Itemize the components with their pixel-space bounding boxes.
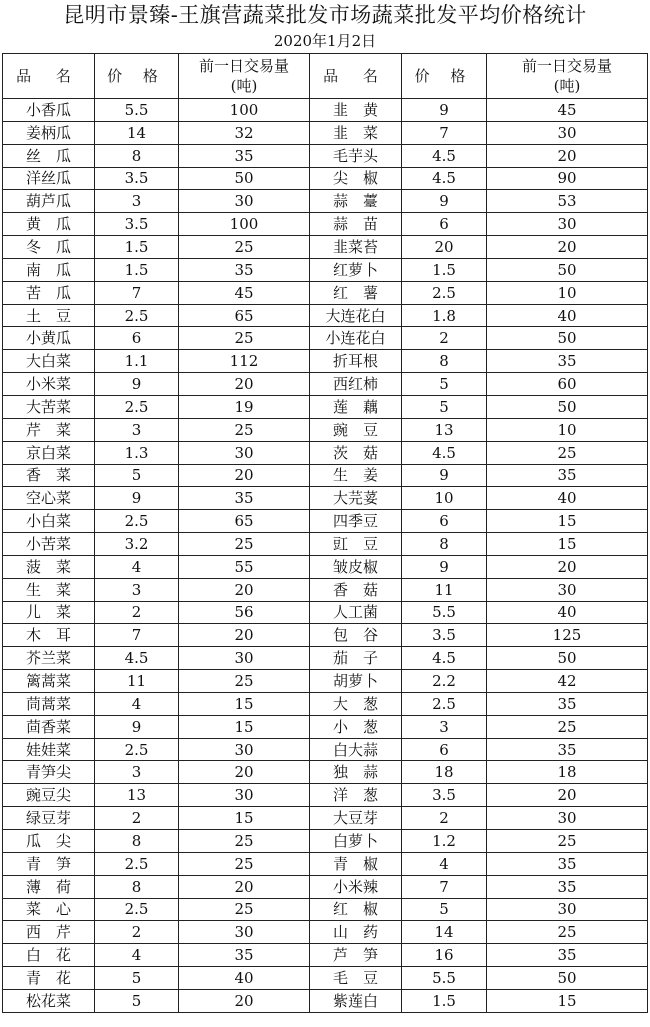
vegetable-name-left: 芹 菜 (3, 418, 95, 441)
volume-left: 35 (179, 487, 310, 510)
vegetable-name-right: 毛芋头 (310, 144, 402, 167)
vegetable-name-right: 红 椒 (310, 898, 402, 921)
vegetable-name-right: 西红柿 (310, 373, 402, 396)
vegetable-name-left: 绿豆芽 (3, 807, 95, 830)
vegetable-name-right: 白大蒜 (310, 738, 402, 761)
vegetable-name-left: 葫芦瓜 (3, 190, 95, 213)
volume-right: 53 (487, 190, 648, 213)
volume-left: 25 (179, 327, 310, 350)
vegetable-name-left: 香 菜 (3, 464, 95, 487)
price-left: 8 (95, 830, 179, 853)
table-row (3, 921, 648, 944)
price-left: 3 (95, 578, 179, 601)
volume-right: 18 (487, 761, 648, 784)
volume-right: 30 (487, 807, 648, 830)
price-left: 3.5 (95, 167, 179, 190)
volume-right: 40 (487, 487, 648, 510)
vegetable-name-left: 茴香菜 (3, 715, 95, 738)
price-left: 9 (95, 487, 179, 510)
table-row (3, 510, 648, 533)
volume-left: 15 (179, 715, 310, 738)
vegetable-name-left: 京白菜 (3, 441, 95, 464)
volume-right: 40 (487, 304, 648, 327)
price-right: 9 (402, 464, 487, 487)
table-row (3, 395, 648, 418)
table-row (3, 875, 648, 898)
vegetable-name-left: 木 耳 (3, 624, 95, 647)
volume-right: 35 (487, 464, 648, 487)
header-volume-left: 前一日交易量 (吨) (179, 54, 310, 99)
price-left: 3.5 (95, 213, 179, 236)
price-right: 9 (402, 99, 487, 122)
vegetable-name-left: 小香瓜 (3, 99, 95, 122)
vegetable-name-left: 大苦菜 (3, 395, 95, 418)
vegetable-name-right: 蒜 苗 (310, 213, 402, 236)
vegetable-name-right: 折耳根 (310, 350, 402, 373)
price-right: 3.5 (402, 624, 487, 647)
volume-right: 25 (487, 921, 648, 944)
table-row (3, 350, 648, 373)
price-left: 9 (95, 373, 179, 396)
vegetable-name-left: 大白菜 (3, 350, 95, 373)
vegetable-name-right: 毛 豆 (310, 967, 402, 990)
table-row (3, 989, 648, 1012)
vegetable-name-left: 茼蒿菜 (3, 692, 95, 715)
volume-left: 20 (179, 578, 310, 601)
price-left: 7 (95, 624, 179, 647)
volume-right: 50 (487, 647, 648, 670)
volume-right: 125 (487, 624, 648, 647)
table-row (3, 190, 648, 213)
vegetable-name-right: 胡萝卜 (310, 670, 402, 693)
vegetable-name-left: 南 瓜 (3, 258, 95, 281)
price-right: 8 (402, 533, 487, 556)
header-name-left: 品 名 (3, 54, 95, 99)
price-right: 11 (402, 578, 487, 601)
volume-left: 56 (179, 601, 310, 624)
volume-left: 20 (179, 989, 310, 1012)
volume-right: 30 (487, 578, 648, 601)
price-left: 3 (95, 190, 179, 213)
table-row (3, 601, 648, 624)
price-right: 5.5 (402, 967, 487, 990)
price-left: 2.5 (95, 738, 179, 761)
volume-right: 35 (487, 852, 648, 875)
table-row (3, 121, 648, 144)
price-right: 6 (402, 213, 487, 236)
volume-left: 25 (179, 236, 310, 259)
vegetable-name-right: 人工菌 (310, 601, 402, 624)
volume-right: 15 (487, 533, 648, 556)
volume-right: 25 (487, 715, 648, 738)
table-row (3, 533, 648, 556)
volume-right: 50 (487, 967, 648, 990)
table-row (3, 99, 648, 122)
table-row (3, 487, 648, 510)
vegetable-name-left: 青 花 (3, 967, 95, 990)
price-right: 5 (402, 373, 487, 396)
price-left: 6 (95, 327, 179, 350)
table-row (3, 830, 648, 853)
price-right: 1.2 (402, 830, 487, 853)
vegetable-name-right: 韭 黄 (310, 99, 402, 122)
vegetable-name-right: 豌 豆 (310, 418, 402, 441)
volume-right: 35 (487, 738, 648, 761)
header-price-right: 价 格 (402, 54, 487, 99)
table-row (3, 692, 648, 715)
vegetable-name-right: 茄 子 (310, 647, 402, 670)
table-row (3, 738, 648, 761)
vegetable-name-right: 洋 葱 (310, 784, 402, 807)
price-left: 2.5 (95, 852, 179, 875)
price-left: 5 (95, 464, 179, 487)
price-left: 3.2 (95, 533, 179, 556)
vegetable-name-right: 大豆芽 (310, 807, 402, 830)
price-left: 7 (95, 281, 179, 304)
price-left: 14 (95, 121, 179, 144)
price-left: 2.5 (95, 898, 179, 921)
vegetable-name-left: 青 笋 (3, 852, 95, 875)
vegetable-name-right: 小连花白 (310, 327, 402, 350)
vegetable-name-left: 菜 心 (3, 898, 95, 921)
vegetable-name-right: 紫莲白 (310, 989, 402, 1012)
volume-left: 45 (179, 281, 310, 304)
volume-left: 25 (179, 533, 310, 556)
volume-right: 35 (487, 692, 648, 715)
vegetable-name-right: 独 蒜 (310, 761, 402, 784)
volume-left: 30 (179, 784, 310, 807)
price-left: 5 (95, 967, 179, 990)
vegetable-name-right: 芦 笋 (310, 944, 402, 967)
vegetable-name-right: 大 葱 (310, 692, 402, 715)
table-row (3, 761, 648, 784)
volume-left: 100 (179, 99, 310, 122)
volume-right: 20 (487, 555, 648, 578)
volume-left: 30 (179, 647, 310, 670)
price-right: 4.5 (402, 167, 487, 190)
price-left: 8 (95, 875, 179, 898)
volume-left: 32 (179, 121, 310, 144)
table-row (3, 944, 648, 967)
vegetable-name-right: 四季豆 (310, 510, 402, 533)
volume-left: 35 (179, 944, 310, 967)
vegetable-name-left: 白 花 (3, 944, 95, 967)
table-header-row (3, 54, 648, 99)
volume-right: 90 (487, 167, 648, 190)
price-right: 5 (402, 395, 487, 418)
vegetable-name-left: 菠 菜 (3, 555, 95, 578)
volume-left: 40 (179, 967, 310, 990)
price-left: 2 (95, 807, 179, 830)
table-row (3, 327, 648, 350)
volume-left: 25 (179, 670, 310, 693)
table-row (3, 441, 648, 464)
price-left: 1.1 (95, 350, 179, 373)
vegetable-name-left: 娃娃菜 (3, 738, 95, 761)
volume-left: 20 (179, 464, 310, 487)
table-row (3, 670, 648, 693)
price-right: 6 (402, 510, 487, 533)
price-left: 3 (95, 418, 179, 441)
vegetable-name-left: 豌豆尖 (3, 784, 95, 807)
price-left: 5.5 (95, 99, 179, 122)
vegetable-name-right: 韭菜苔 (310, 236, 402, 259)
table-row (3, 464, 648, 487)
volume-right: 40 (487, 601, 648, 624)
vegetable-name-left: 冬 瓜 (3, 236, 95, 259)
header-price-left: 价 格 (95, 54, 179, 99)
price-left: 1.5 (95, 258, 179, 281)
volume-left: 30 (179, 190, 310, 213)
volume-right: 10 (487, 418, 648, 441)
price-right: 1.8 (402, 304, 487, 327)
volume-left: 19 (179, 395, 310, 418)
price-right: 3.5 (402, 784, 487, 807)
vegetable-name-left: 洋丝瓜 (3, 167, 95, 190)
volume-right: 35 (487, 875, 648, 898)
price-right: 4.5 (402, 647, 487, 670)
volume-right: 30 (487, 121, 648, 144)
volume-right: 50 (487, 258, 648, 281)
volume-left: 25 (179, 898, 310, 921)
header-volume-right: 前一日交易量 (吨) (487, 54, 648, 99)
vegetable-name-left: 小苦菜 (3, 533, 95, 556)
price-right: 9 (402, 555, 487, 578)
vegetable-name-left: 姜柄瓜 (3, 121, 95, 144)
table-row (3, 784, 648, 807)
price-table (2, 53, 648, 1013)
volume-right: 30 (487, 898, 648, 921)
vegetable-name-right: 尖 椒 (310, 167, 402, 190)
price-right: 18 (402, 761, 487, 784)
volume-left: 15 (179, 692, 310, 715)
price-left: 2.5 (95, 510, 179, 533)
price-left: 2.5 (95, 395, 179, 418)
vegetable-name-left: 松花菜 (3, 989, 95, 1012)
price-left: 2 (95, 601, 179, 624)
volume-right: 15 (487, 510, 648, 533)
vegetable-name-left: 篱蒿菜 (3, 670, 95, 693)
price-left: 2 (95, 921, 179, 944)
vegetable-name-left: 黄 瓜 (3, 213, 95, 236)
table-row (3, 418, 648, 441)
price-left: 11 (95, 670, 179, 693)
vegetable-name-right: 皱皮椒 (310, 555, 402, 578)
table-row (3, 715, 648, 738)
volume-left: 25 (179, 418, 310, 441)
price-right: 7 (402, 121, 487, 144)
volume-right: 42 (487, 670, 648, 693)
table-row (3, 555, 648, 578)
table-row (3, 167, 648, 190)
vegetable-name-left: 小黄瓜 (3, 327, 95, 350)
volume-left: 50 (179, 167, 310, 190)
vegetable-name-left: 小米菜 (3, 373, 95, 396)
vegetable-name-right: 青 椒 (310, 852, 402, 875)
volume-left: 25 (179, 830, 310, 853)
header-name-right: 品 名 (310, 54, 402, 99)
volume-left: 15 (179, 807, 310, 830)
vegetable-name-right: 莲 藕 (310, 395, 402, 418)
volume-left: 25 (179, 852, 310, 875)
price-right: 4 (402, 852, 487, 875)
vegetable-name-right: 小米辣 (310, 875, 402, 898)
volume-right: 25 (487, 441, 648, 464)
vegetable-name-right: 香 菇 (310, 578, 402, 601)
table-row (3, 807, 648, 830)
price-right: 4.5 (402, 441, 487, 464)
volume-right: 35 (487, 944, 648, 967)
volume-left: 20 (179, 761, 310, 784)
price-left: 4.5 (95, 647, 179, 670)
vegetable-name-right: 红萝卜 (310, 258, 402, 281)
vegetable-name-left: 薄 荷 (3, 875, 95, 898)
price-left: 1.5 (95, 236, 179, 259)
volume-left: 35 (179, 258, 310, 281)
price-right: 13 (402, 418, 487, 441)
vegetable-name-left: 瓜 尖 (3, 830, 95, 853)
price-right: 1.5 (402, 989, 487, 1012)
vegetable-name-right: 白萝卜 (310, 830, 402, 853)
price-left: 4 (95, 692, 179, 715)
price-right: 7 (402, 875, 487, 898)
volume-right: 20 (487, 236, 648, 259)
price-right: 8 (402, 350, 487, 373)
volume-left: 30 (179, 441, 310, 464)
price-right: 9 (402, 190, 487, 213)
table-row (3, 373, 648, 396)
price-right: 14 (402, 921, 487, 944)
volume-right: 20 (487, 144, 648, 167)
volume-right: 60 (487, 373, 648, 396)
page-title: 昆明市景臻-王旗营蔬菜批发市场蔬菜批发平均价格统计 (63, 3, 587, 27)
vegetable-name-left: 空心菜 (3, 487, 95, 510)
price-right: 20 (402, 236, 487, 259)
price-left: 1.3 (95, 441, 179, 464)
vegetable-name-right: 生 姜 (310, 464, 402, 487)
price-left: 9 (95, 715, 179, 738)
vegetable-name-right: 红 薯 (310, 281, 402, 304)
vegetable-name-right: 茨 菇 (310, 441, 402, 464)
table-row (3, 967, 648, 990)
vegetable-name-left: 小白菜 (3, 510, 95, 533)
price-right: 1.5 (402, 258, 487, 281)
volume-right: 50 (487, 327, 648, 350)
volume-right: 50 (487, 395, 648, 418)
table-row (3, 258, 648, 281)
vegetable-name-left: 芥兰菜 (3, 647, 95, 670)
volume-right: 30 (487, 213, 648, 236)
vegetable-name-right: 韭 菜 (310, 121, 402, 144)
vegetable-name-right: 大连花白 (310, 304, 402, 327)
vegetable-name-left: 苦 瓜 (3, 281, 95, 304)
price-left: 4 (95, 555, 179, 578)
table-row (3, 578, 648, 601)
vegetable-name-left: 西 芹 (3, 921, 95, 944)
report-date: 2020年1月2日 (273, 32, 377, 50)
volume-left: 20 (179, 373, 310, 396)
volume-left: 65 (179, 510, 310, 533)
price-right: 3 (402, 715, 487, 738)
volume-left: 30 (179, 921, 310, 944)
table-row (3, 213, 648, 236)
volume-right: 20 (487, 784, 648, 807)
price-right: 10 (402, 487, 487, 510)
volume-right: 10 (487, 281, 648, 304)
table-row (3, 304, 648, 327)
vegetable-name-right: 大芫荽 (310, 487, 402, 510)
vegetable-name-right: 豇 豆 (310, 533, 402, 556)
volume-left: 100 (179, 213, 310, 236)
table-row (3, 144, 648, 167)
volume-right: 25 (487, 830, 648, 853)
volume-left: 65 (179, 304, 310, 327)
price-left: 8 (95, 144, 179, 167)
price-right: 2 (402, 327, 487, 350)
price-right: 5.5 (402, 601, 487, 624)
table-row (3, 236, 648, 259)
vegetable-name-left: 丝 瓜 (3, 144, 95, 167)
vegetable-name-left: 土 豆 (3, 304, 95, 327)
price-right: 5 (402, 898, 487, 921)
volume-left: 55 (179, 555, 310, 578)
vegetable-name-right: 小 葱 (310, 715, 402, 738)
price-left: 4 (95, 944, 179, 967)
price-right: 2.2 (402, 670, 487, 693)
price-left: 3 (95, 761, 179, 784)
vegetable-name-left: 儿 菜 (3, 601, 95, 624)
vegetable-name-left: 青笋尖 (3, 761, 95, 784)
volume-left: 112 (179, 350, 310, 373)
table-row (3, 852, 648, 875)
price-right: 2.5 (402, 281, 487, 304)
price-right: 2 (402, 807, 487, 830)
volume-right: 15 (487, 989, 648, 1012)
price-right: 4.5 (402, 144, 487, 167)
vegetable-name-right: 包 谷 (310, 624, 402, 647)
volume-left: 30 (179, 738, 310, 761)
vegetable-name-left: 生 菜 (3, 578, 95, 601)
price-right: 6 (402, 738, 487, 761)
price-right: 16 (402, 944, 487, 967)
vegetable-name-right: 山 药 (310, 921, 402, 944)
table-row (3, 281, 648, 304)
price-left: 2.5 (95, 304, 179, 327)
table-row (3, 898, 648, 921)
volume-right: 45 (487, 99, 648, 122)
table-row (3, 624, 648, 647)
price-left: 13 (95, 784, 179, 807)
table-row (3, 647, 648, 670)
volume-left: 35 (179, 144, 310, 167)
volume-left: 20 (179, 875, 310, 898)
price-right: 2.5 (402, 692, 487, 715)
vegetable-name-right: 蒜 薹 (310, 190, 402, 213)
price-left: 5 (95, 989, 179, 1012)
volume-left: 20 (179, 624, 310, 647)
volume-right: 35 (487, 350, 648, 373)
